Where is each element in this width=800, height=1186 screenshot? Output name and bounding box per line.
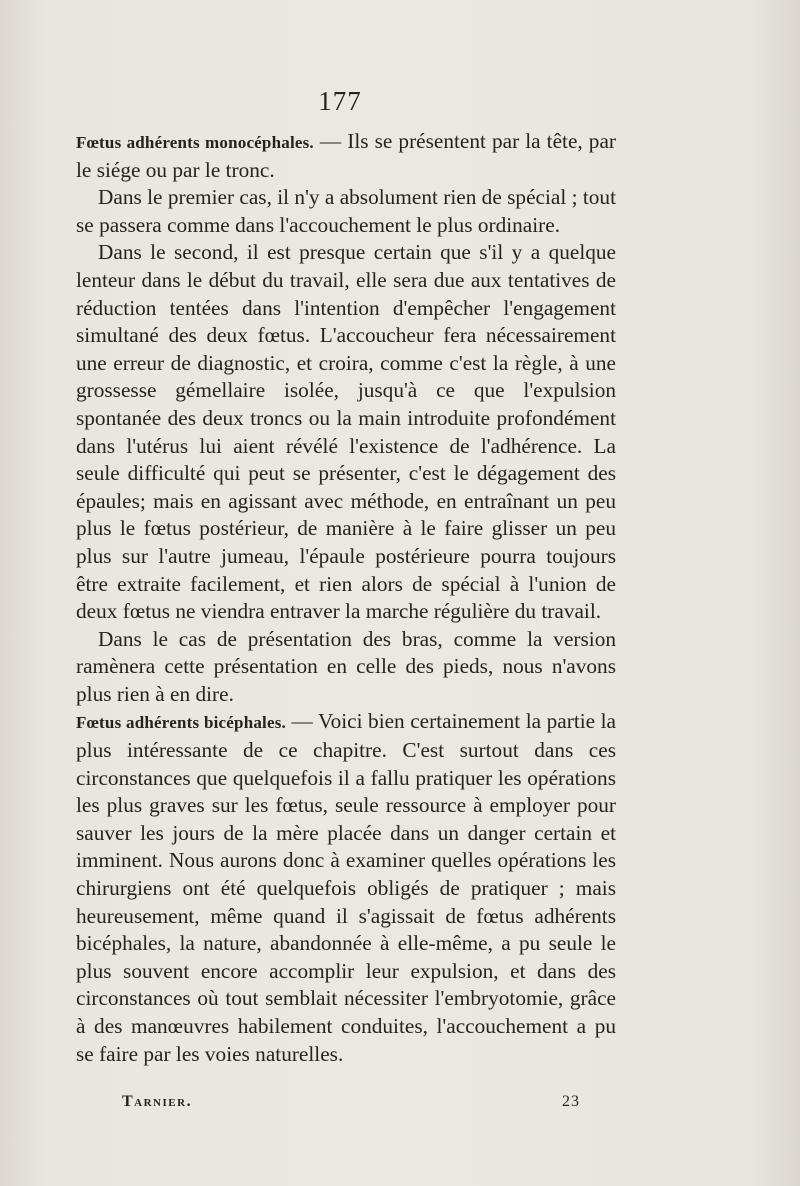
- page-number: 177: [318, 86, 362, 116]
- paragraph-premier-cas: Dans le premier cas, il n'y a absolument rien de spécial ; tout se passera comme dans l'accouchement le plus ordinaire.: [76, 185, 616, 237]
- body-text: [76, 128, 616, 1068]
- page-footer: [122, 1093, 580, 1111]
- paragraph-monocephales: [76, 128, 616, 184]
- section-heading-monocephales: Fœtus adhérents monocéphales.: [76, 133, 314, 152]
- paragraph-presentation-bras: Dans le cas de présentation des bras, comme la version ramènera cette présentation en celle des pieds, nous n'avons plus rien à en dire.: [76, 626, 616, 706]
- author-signature: Tarnier.: [122, 1093, 193, 1110]
- paragraph-text: — Voici bien certainement la partie la plus intéressante de ce chapitre. C'est surtout dans ces circonstances que quelquefois il a fallu pratiquer les opérations les plus graves sur les fœtus, seule ressource à employer pour sauver les jours de la mère placée dans un danger certain et imminent. Nous aurons donc à examiner quelles opérations les chirurgiens ont été quelquefois obligés de pratiquer ; mais heureusement, même quand il s'agissait de fœtus adhérents bicéphales, la nature, abandonnée à elle-même, a pu seule le plus souvent encore accomplir leur expulsion, et dans des circonstances où tout semblait nécessiter l'embryotomie, grâce à des manœuvres habilement conduites, l'accouchement a pu se faire par les voies naturelles.: [76, 709, 616, 1066]
- paragraph-text: — Ils se présentent par la tête, par le siége ou par le tronc.: [76, 129, 616, 182]
- section-heading-bicephales: Fœtus adhérents bicéphales.: [76, 713, 286, 733]
- paragraph-bicephales: [76, 708, 616, 1068]
- paragraph-second-cas: Dans le second, il est presque certain que s'il y a quelque lenteur dans le début du travail, elle sera due aux tentatives de réduction tentées dans l'intention d'empêcher l'engagement simultané des deux fœtus. L'accoucheur fera nécessairement une erreur de diagnostic, et croira, comme c'est la règle, à une grossesse gémellaire isolée, jusqu'à ce que l'expulsion spontanée des deux troncs ou la main introduite profondément dans l'utérus lui aient révélé l'existence de l'adhérence. La seule difficulté qui peut se présenter, c'est le dégagement des épaules; mais en agissant avec méthode, en entraînant un peu plus le fœtus postérieur, de manière à le faire glisser un peu plus sur l'autre jumeau, l'épaule postérieure pourra toujours être extraite facilement, et rien alors de spécial à l'union de deux fœtus ne viendra entraver la marche régulière du travail.: [76, 240, 616, 624]
- signature-mark: 23: [562, 1093, 580, 1110]
